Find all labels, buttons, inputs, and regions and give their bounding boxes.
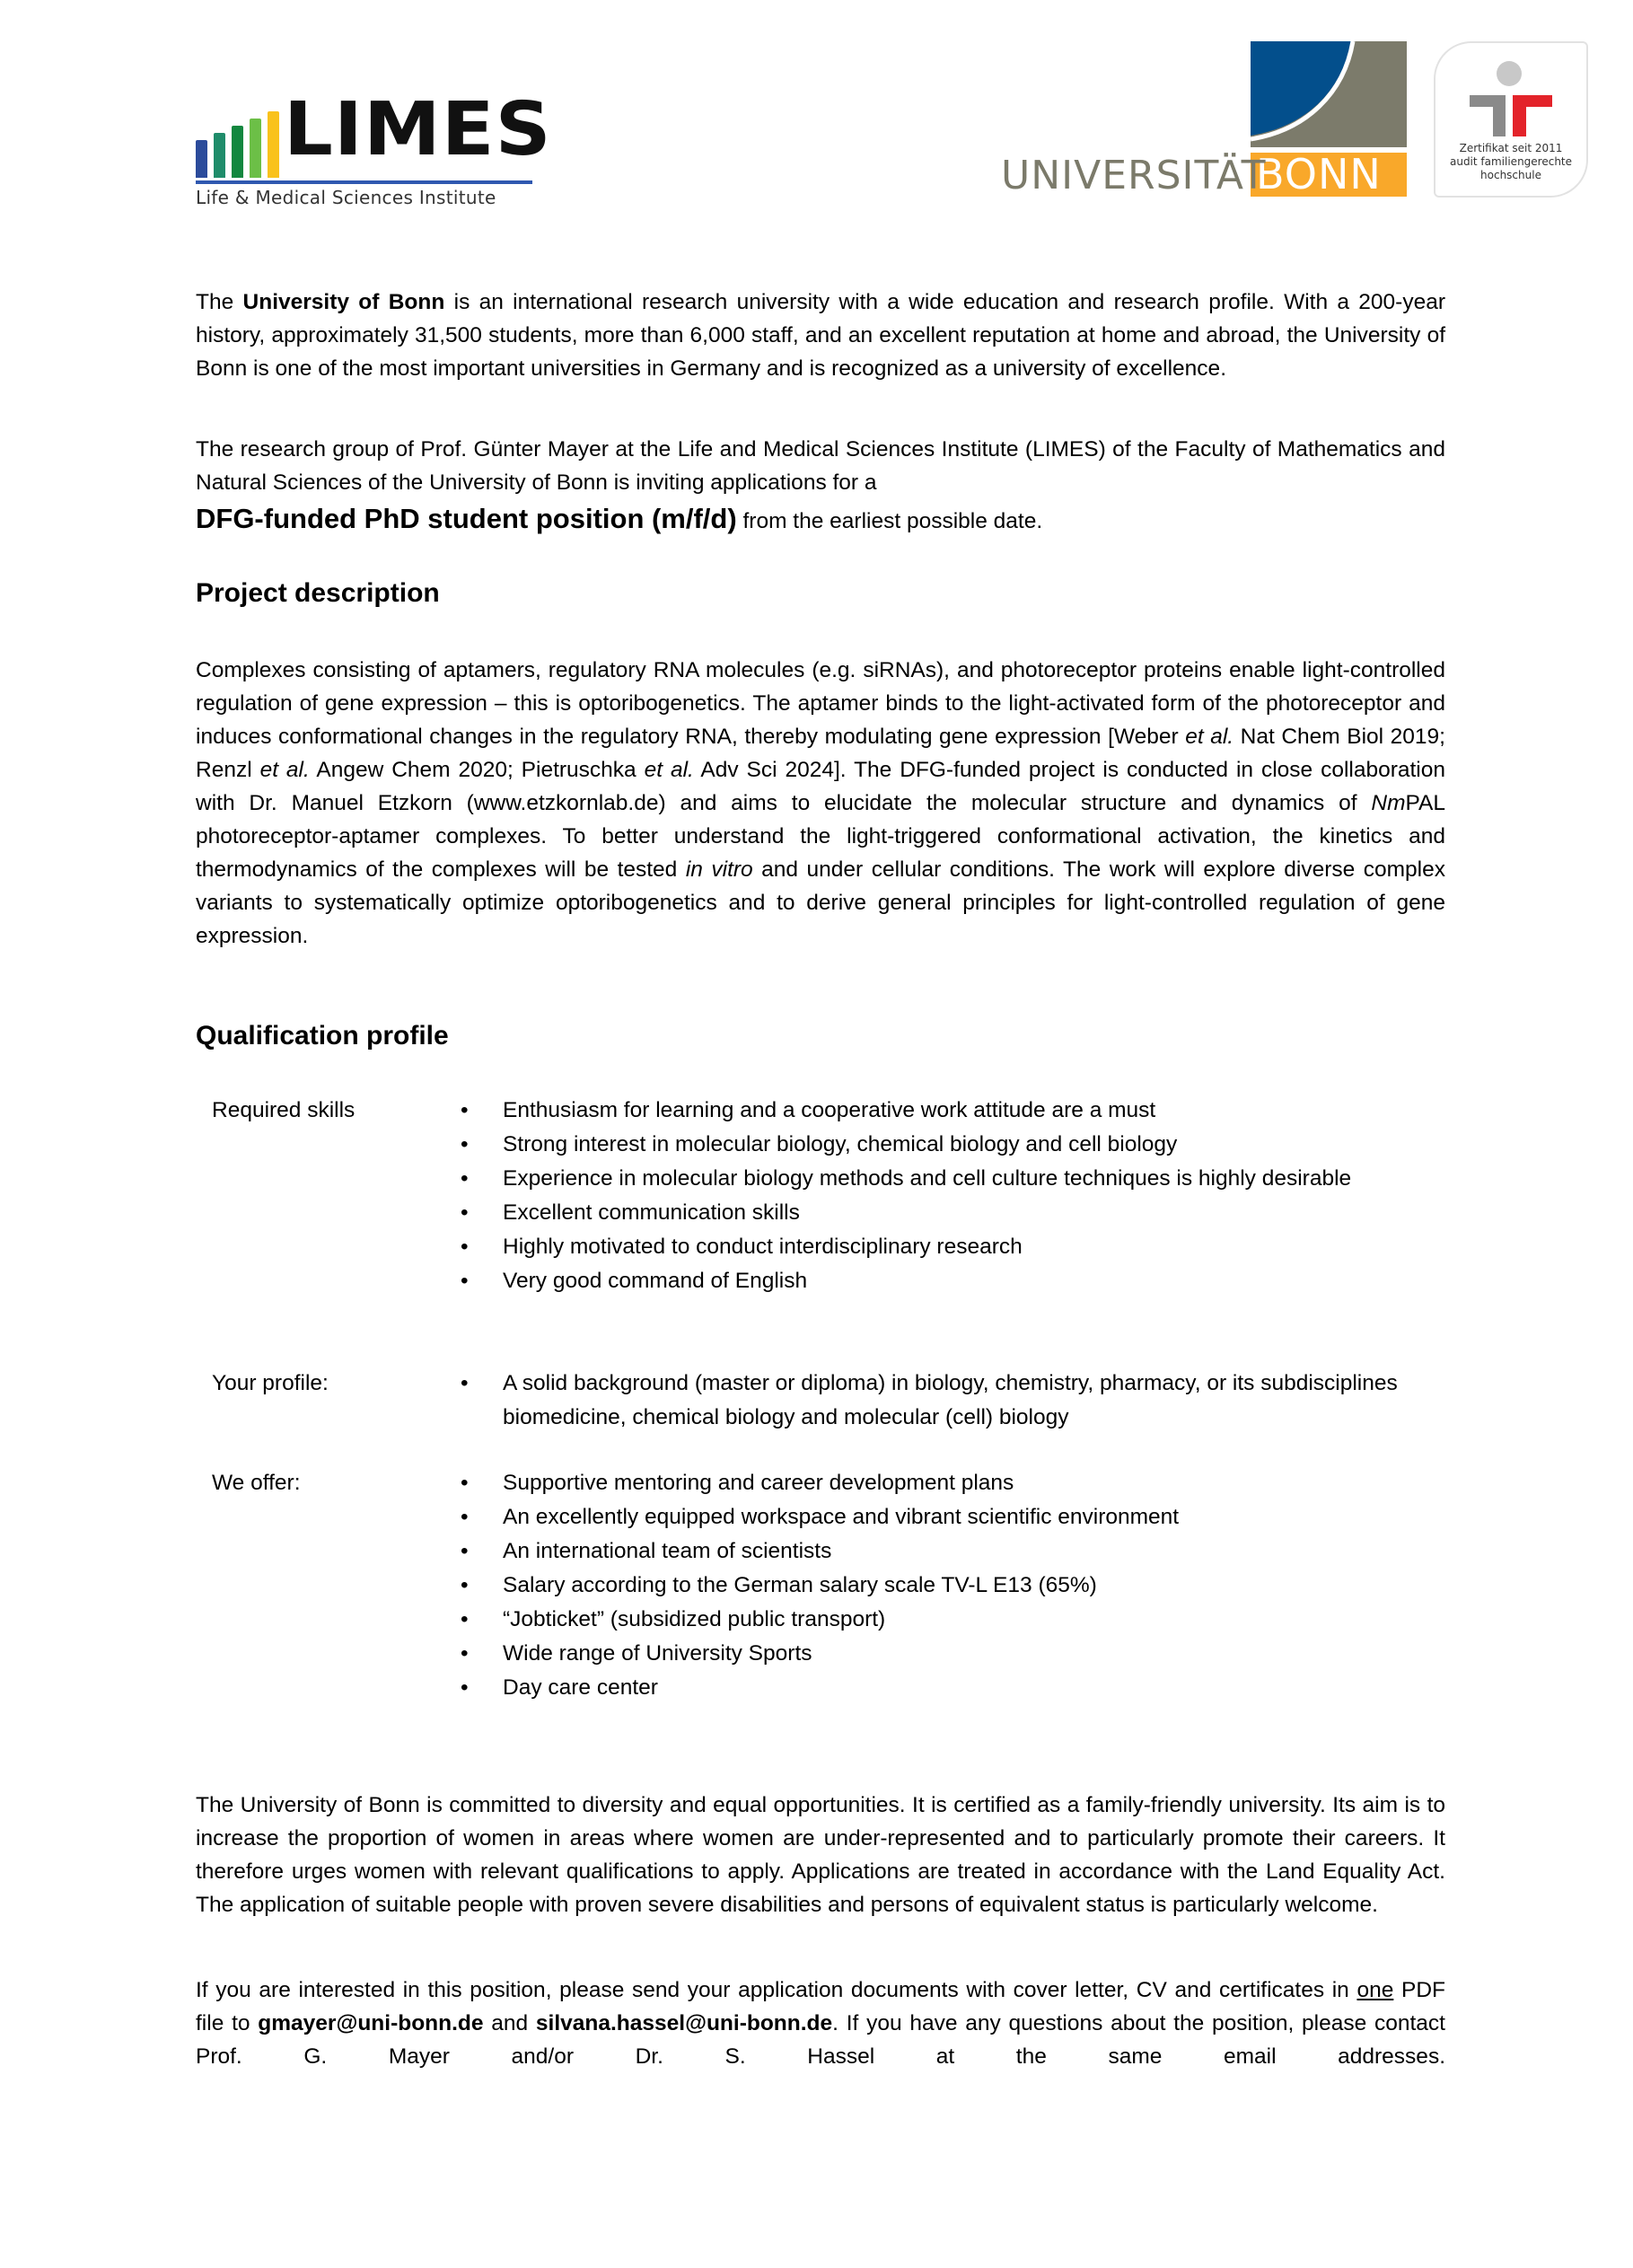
university-bonn-logo (1001, 41, 1414, 203)
list-item: • Salary according to the German salary scale TV-L E13 (65%) (503, 1569, 1445, 1603)
bullet-icon: • (461, 1235, 469, 1259)
bullet-icon: • (461, 1200, 469, 1225)
list-item: • An excellently equipped workspace and vibrant scientific environment (503, 1500, 1445, 1534)
group-label: Your profile: (212, 1371, 329, 1395)
universitaet-text: UNIVERSITÄT (1001, 153, 1267, 198)
bullet-icon: • (461, 1573, 469, 1597)
bullet-icon: • (461, 1371, 469, 1395)
diversity-statement: The University of Bonn is committed to diversity and equal opportunities. It is certified as a family-friendly university. Its aim is to increase the proportion of women in areas where women are under-represented and to particularly promote their careers. It therefore urges women with relevant qualifications to apply. Applications are treated in accordance with the Land Equality Act. The application of suitable people with proven severe disabilities and persons of equivalent status is particularly welcome. (196, 1793, 1445, 1917)
audit-familiengerechte-badge (1434, 41, 1588, 198)
bullet-icon: • (461, 1132, 469, 1156)
audit-text: Zertifikat seit 2011 audit familiengerechte hochschule (1449, 142, 1573, 181)
email-link-gmayer[interactable]: gmayer@uni-bonn.de (258, 2011, 484, 2035)
bullet-icon: • (461, 1269, 469, 1293)
list-item: • Experience in molecular biology methods and cell culture techniques is highly desirable (503, 1162, 1400, 1196)
intro-paragraph: The University of Bonn is an international research university with a wide education and research profile. With a 200-year history, approximately 31,500 students, more than 6,000 staff, and an excellent reputation at home and abroad, the University of Bonn is one of the most important universities in Germany and is recognized as a university of excellence. (196, 290, 1445, 381)
project-description-text: Complexes consisting of aptamers, regulatory RNA molecules (e.g. siRNAs), and photoreceptor proteins enable light-controlled regulation of gene expression – this is optoribogenetics. The aptamer binds to the light-activated form of the photoreceptor and induces conformational changes in the regulatory RNA, thereby modulating gene expression [Weber et al. Nat Chem Biol 2019; Renzl et al. Angew Chem 2020; Pietruschka et al. Adv Sci 2024]. The DFG-funded project is conducted in close collaboration with Dr. Manuel Etzkorn (www.etzkornlab.de) and aims to elucidate the molecular structure and dynamics of NmPAL photoreceptor-aptamer complexes. To better understand the light-triggered conformational activation, the kinetics and thermodynamics of the complexes will be tested in vitro and under cellular conditions. The work will explore diverse complex variants to systematically optimize optoribogenetics and to derive general principles for light-controlled regulation of gene expression. (196, 658, 1445, 948)
list-item: • Excellent communication skills (503, 1196, 1445, 1230)
list-item: • “Jobticket” (subsidized public transport) (503, 1603, 1445, 1637)
email-link-hassel[interactable]: silvana.hassel@uni-bonn.de (535, 2011, 833, 2035)
qualification-profile-heading: Qualification profile (196, 1021, 449, 1050)
person-head-icon (1497, 61, 1522, 86)
logo-bar-icon (268, 111, 279, 178)
bonn-emblem-icon (1251, 41, 1407, 147)
limes-subtitle: Life & Medical Sciences Institute (196, 187, 496, 208)
bullet-icon: • (461, 1505, 469, 1529)
bullet-icon: • (461, 1471, 469, 1495)
logo-bar-icon (250, 119, 261, 178)
limes-wordmark: LIMES (284, 87, 552, 172)
list-item: • Wide range of University Sports (503, 1637, 1445, 1671)
position-line: DFG-funded PhD student position (m/f/d) from the earliest possible date. (196, 503, 1043, 534)
list-item: • An international team of scientists (503, 1534, 1445, 1569)
research-group-paragraph: The research group of Prof. Günter Mayer at the Life and Medical Sciences Institute (LIMES) of the Faculty of Mathematics and Natural Sciences of the University of Bonn is inviting applications for a (196, 437, 1445, 495)
bullet-icon: • (461, 1675, 469, 1700)
project-description-heading: Project description (196, 578, 440, 608)
list-item: • Highly motivated to conduct interdisciplinary research (503, 1230, 1445, 1264)
bullet-icon: • (461, 1539, 469, 1563)
we-offer-group (196, 1466, 1445, 1705)
position-title: DFG-funded PhD student position (m/f/d) (196, 503, 737, 534)
logo-bar-icon (214, 133, 225, 178)
list-item: • Enthusiasm for learning and a cooperative work attitude are a must (503, 1094, 1445, 1128)
bullet-icon: • (461, 1166, 469, 1191)
logo-bar-icon (232, 126, 243, 178)
list-item: • Very good command of English (503, 1264, 1445, 1298)
your-profile-group (196, 1367, 1445, 1435)
audit-figure-icon (1470, 95, 1552, 136)
group-label: Required skills (212, 1098, 356, 1122)
list-item: • Day care center (503, 1671, 1445, 1705)
group-label: We offer: (212, 1471, 301, 1495)
bullet-icon: • (461, 1098, 469, 1122)
limes-logo (196, 87, 552, 215)
list-item: • Strong interest in molecular biology, chemical biology and cell biology (503, 1128, 1445, 1162)
qualification-list (196, 1094, 1445, 1298)
logo-bar-icon (196, 140, 207, 178)
bullet-icon: • (461, 1641, 469, 1666)
application-instructions: If you are interested in this position, please send your application documents with cover letter, CV and certificates in one PDF file to gmayer@uni-bonn.de and silvana.hassel@uni-bonn.de. If you have any questions about the position, please contact Prof. G. Mayer and/or Dr. S. Hassel at the same email addresses. (196, 1978, 1445, 2069)
list-item: • Supportive mentoring and career development plans (503, 1466, 1445, 1500)
bonn-text: BONN (1256, 150, 1382, 198)
bullet-icon: • (461, 1607, 469, 1631)
university-name: University of Bonn (242, 290, 445, 314)
bonn-orange-block (1251, 150, 1407, 198)
list-item: • A solid background (master or diploma) in biology, chemistry, pharmacy, or its subdisciplines biomedicine, chemical biology and molecular (cell) biology (503, 1367, 1418, 1435)
required-skills-group (196, 1094, 1445, 1298)
limes-rule (196, 180, 532, 184)
